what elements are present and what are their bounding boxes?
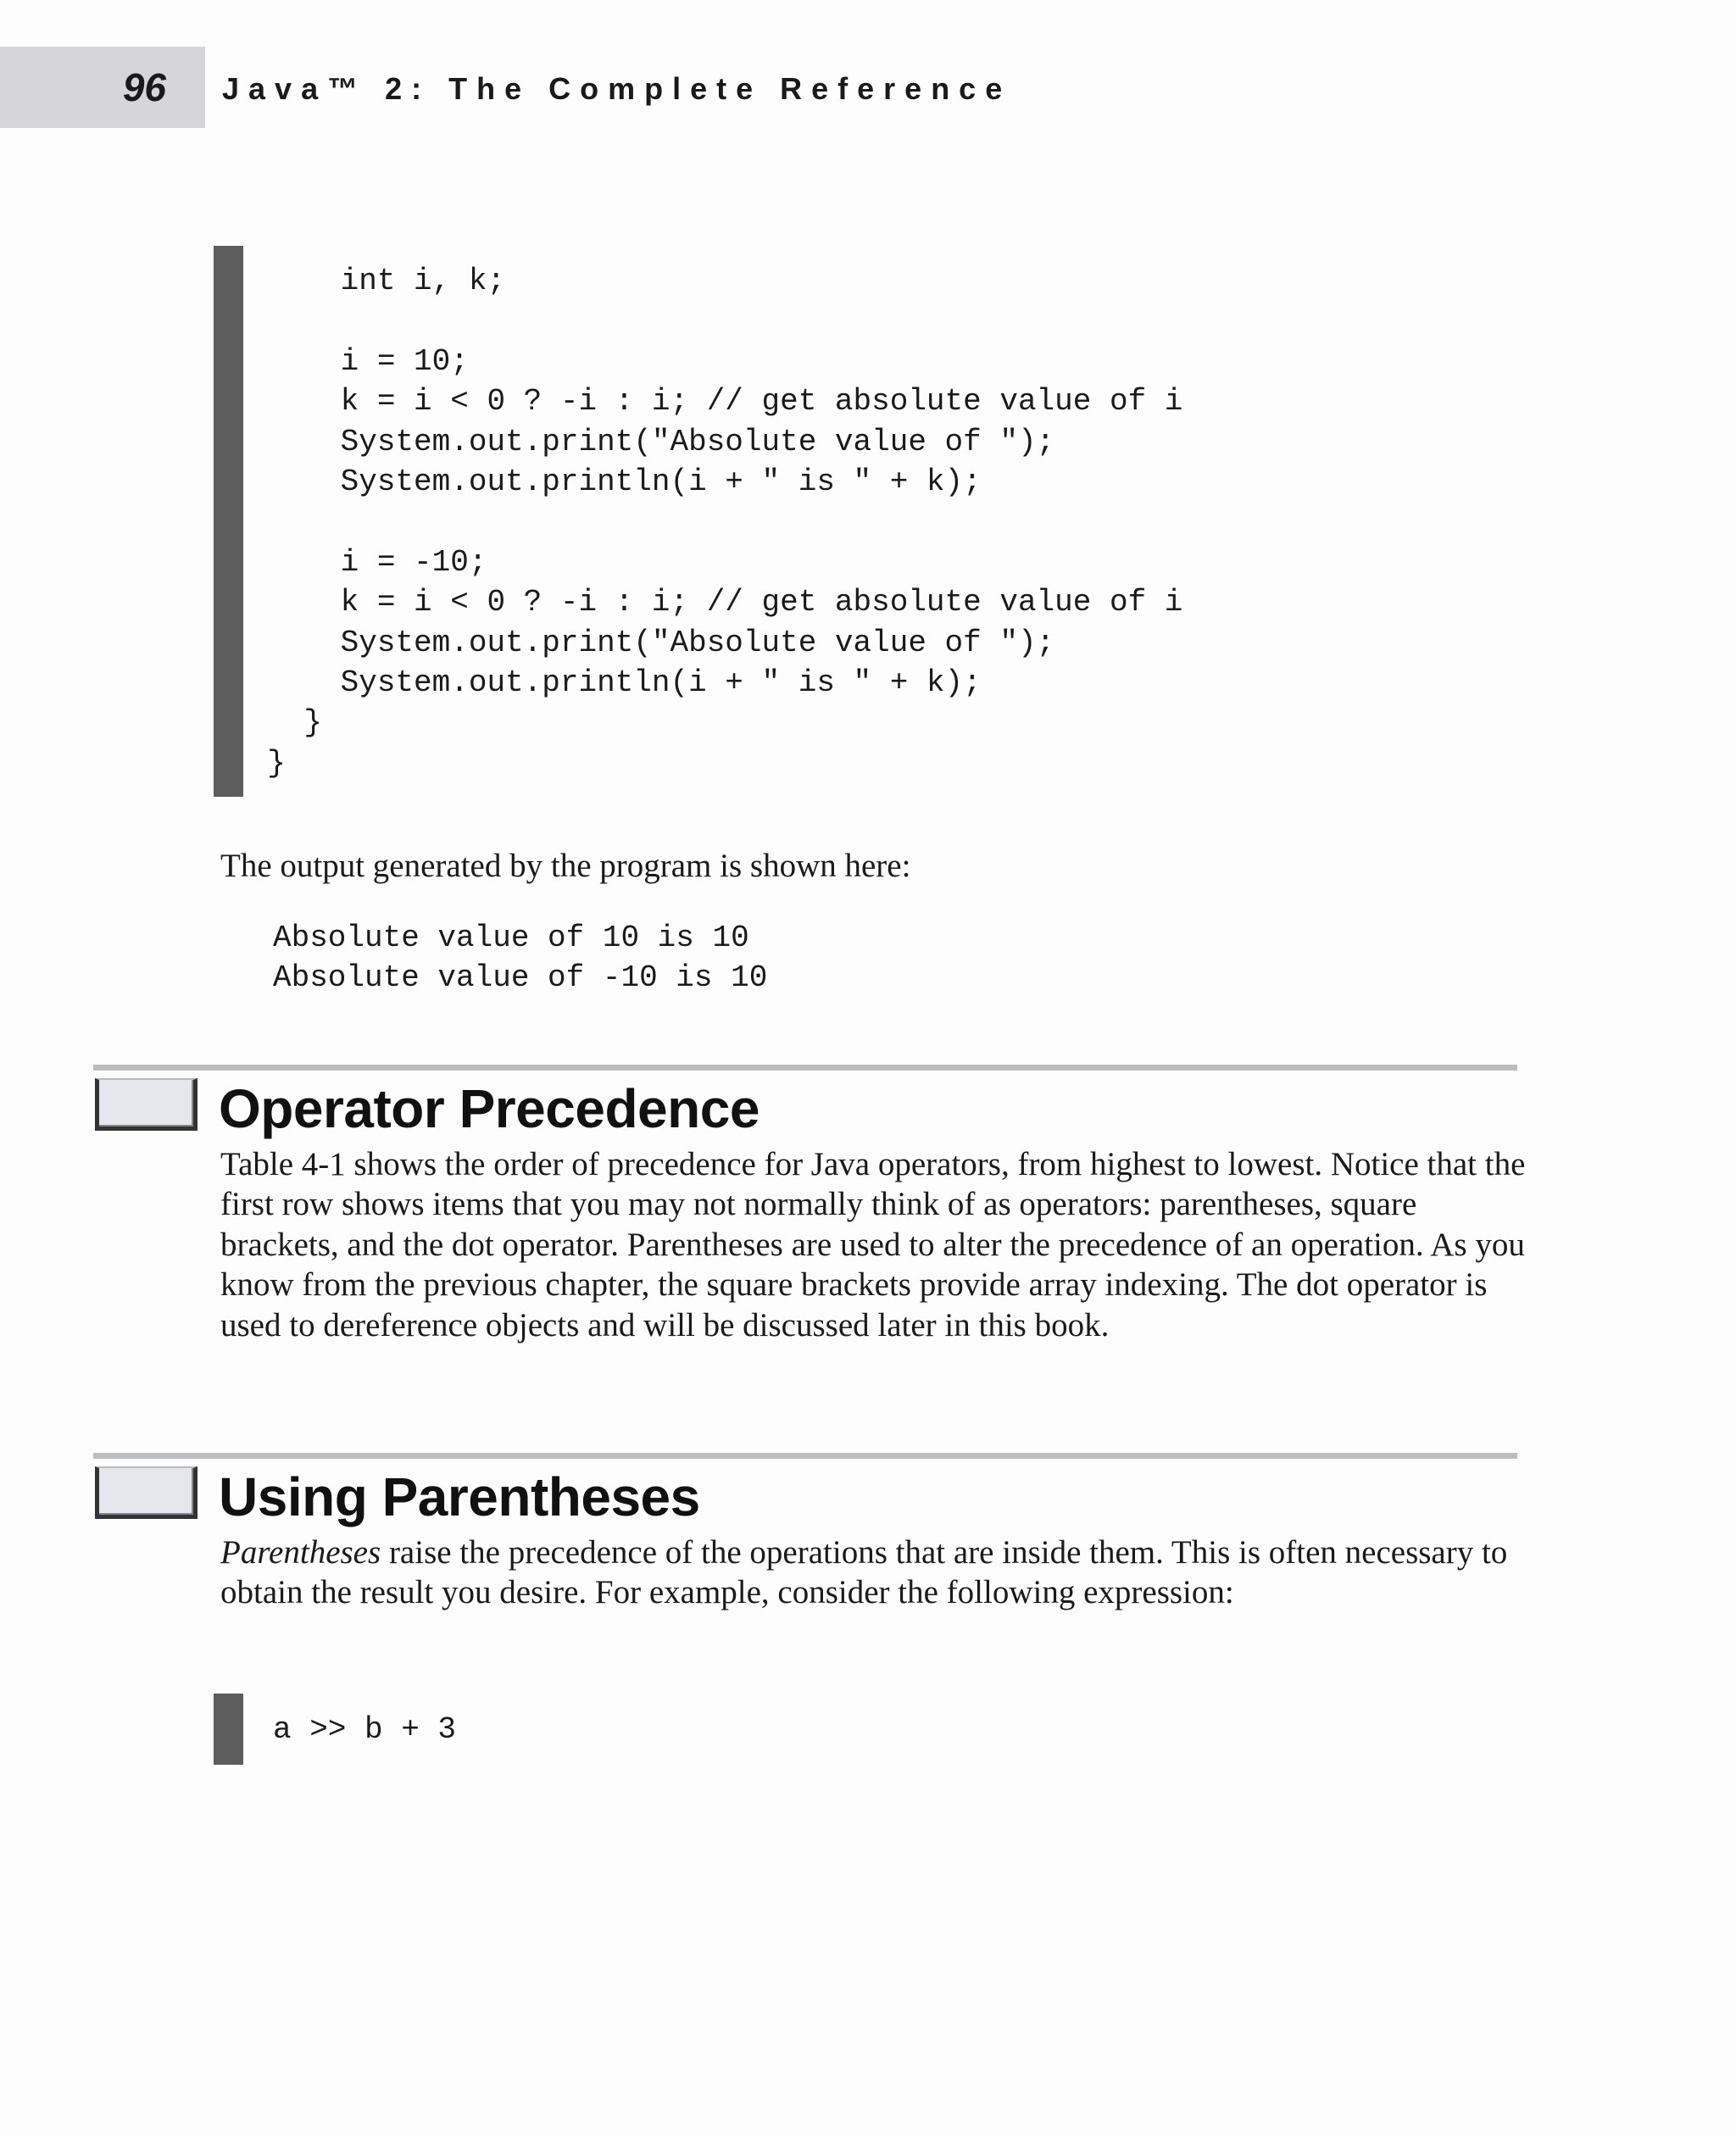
expression-code: a >> b + 3 xyxy=(273,1712,457,1747)
code-listing-bar xyxy=(214,1694,243,1765)
italic-term: Parentheses xyxy=(220,1534,381,1571)
program-output: Absolute value of 10 is 10 Absolute value of -10 is 10 xyxy=(273,921,768,996)
section-heading-operator-precedence: Operator Precedence xyxy=(219,1078,760,1139)
section-heading-box xyxy=(95,1466,198,1519)
output-intro: The output generated by the program is shown here: xyxy=(220,848,911,884)
book-title: Java™ 2: The Complete Reference xyxy=(222,71,1012,106)
paragraph-text: raise the precedence of the operations that are inside them. This is often necessary to obtain the result you desire. For example, consider the following expression: xyxy=(220,1534,1508,1611)
using-parentheses-paragraph xyxy=(220,1532,1526,1613)
code-listing: int i, k; i = 10; k = i < 0 ? -i : i; // get absolute value of i System.out.print("Absolute value of "); System.out.println(i + " is " + k); i = -10; k = i < 0 ? -i : i; // get absolute value of i System.out.print("Absolute value of "); System.out.println(i + " is " + k); } } xyxy=(267,264,1183,781)
section-rule xyxy=(93,1453,1517,1459)
section-heading-box xyxy=(95,1078,198,1131)
section-heading-using-parentheses: Using Parentheses xyxy=(219,1466,700,1527)
section-rule xyxy=(93,1065,1517,1071)
operator-precedence-paragraph: Table 4-1 shows the order of precedence for Java operators, from highest to lowest. Notice that the first row shows items that you may not normally think of as operators: parentheses, square brackets, and the dot operator. Parentheses are used to alter the precedence of an operation. As you know from the previous chapter, the square brackets provide array indexing. The dot operator is used to dereference objects and will be discussed later in this book. xyxy=(220,1146,1526,1343)
page-number: 96 xyxy=(122,65,166,109)
